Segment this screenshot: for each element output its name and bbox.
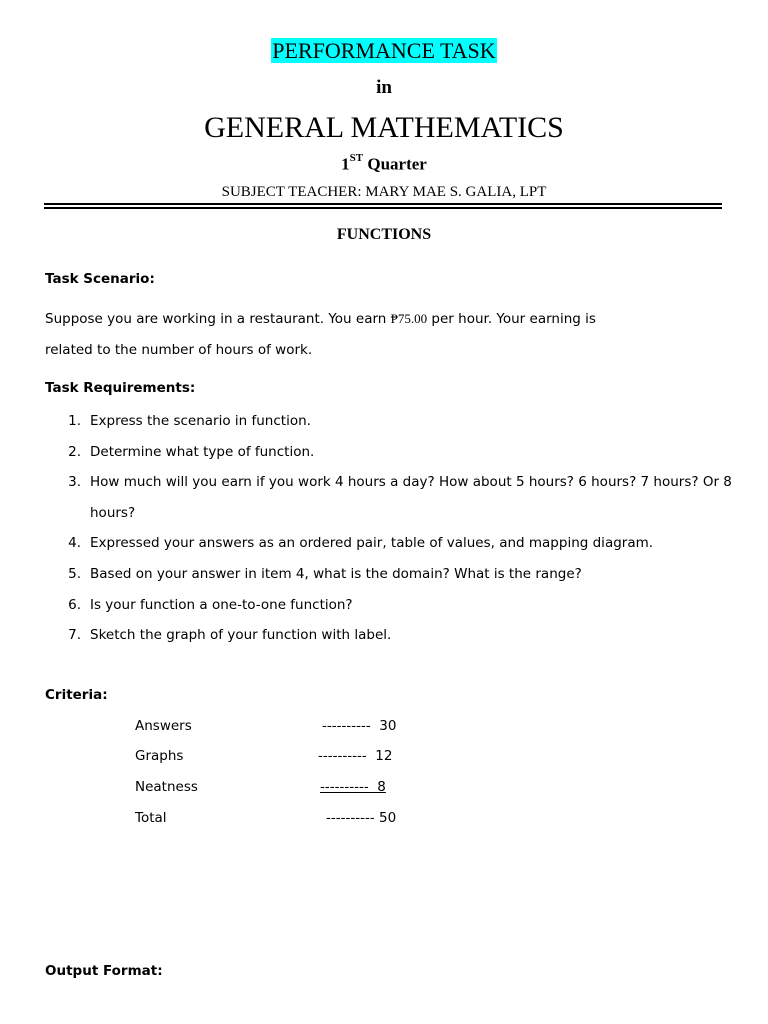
list-item (45, 528, 735, 559)
list-text: Expressed your answers as an ordered pair, table of values, and mapping diagram. (90, 535, 654, 552)
scenario-text-after: per hour. Your earning is (427, 311, 596, 327)
list-text: Is your function a one-to-one function? (90, 596, 353, 613)
criteria-label: Criteria: (45, 687, 108, 703)
list-text: Express the scenario in function. (90, 413, 311, 429)
title-connector: in (376, 77, 392, 98)
list-item (45, 559, 735, 590)
requirements-list (45, 406, 735, 651)
quarter-number: 1 (341, 154, 350, 174)
output-format-label: Output Format: (45, 963, 163, 979)
criteria-name: Graphs (135, 748, 184, 764)
criteria-name: Total (135, 810, 167, 826)
criteria-name: Answers (135, 718, 192, 734)
criteria-name: Neatness (135, 779, 198, 795)
list-text: Determine what type of function. (90, 443, 315, 460)
list-number: 1. (68, 413, 81, 429)
title-highlight: PERFORMANCE TASK (272, 38, 496, 63)
criteria-score: ---------- 50 (326, 810, 397, 826)
task-requirements-label: Task Requirements: (45, 380, 196, 396)
hourly-rate: ₱75.00 (390, 311, 428, 326)
scenario-line-1 (45, 304, 725, 335)
task-scenario-text (45, 304, 725, 365)
header-divider-top (44, 203, 722, 205)
scenario-text-before: Suppose you are working in a restaurant. You earn (45, 311, 391, 327)
list-number: 3. (68, 474, 81, 491)
task-scenario-label: Task Scenario: (45, 271, 155, 287)
list-item (45, 437, 735, 468)
list-text: How much will you earn if you work 4 hours a day? How about 5 hours? 6 hours? 7 hours? Or 8 hours? (90, 474, 732, 521)
list-number: 4. (68, 535, 81, 552)
scenario-line-2: related to the number of hours of work. (45, 341, 313, 358)
list-number: 7. (68, 627, 81, 644)
list-text: Sketch the graph of your function with label. (90, 627, 392, 644)
section-title: FUNCTIONS (336, 226, 432, 243)
list-item (45, 467, 735, 528)
list-number: 5. (68, 565, 81, 582)
header-divider-bottom (44, 207, 722, 209)
quarter-label (0, 154, 768, 175)
quarter-superscript: ST (349, 152, 364, 164)
criteria-score: ---------- 12 (318, 748, 393, 764)
list-item (45, 620, 735, 651)
list-item (45, 406, 735, 437)
list-item (45, 590, 735, 621)
list-text: Based on your answer in item 4, what is the domain? What is the range? (90, 565, 582, 582)
list-number: 2. (68, 443, 81, 460)
criteria-score: ---------- 30 (322, 718, 397, 734)
subject-title: GENERAL MATHEMATICS (204, 111, 564, 144)
teacher-line: SUBJECT TEACHER: MARY MAE S. GALIA, LPT (221, 184, 547, 200)
list-number: 6. (68, 596, 81, 613)
quarter-word: Quarter (367, 154, 427, 174)
document-title (0, 38, 768, 64)
criteria-score: ---------- 8 (320, 779, 386, 795)
